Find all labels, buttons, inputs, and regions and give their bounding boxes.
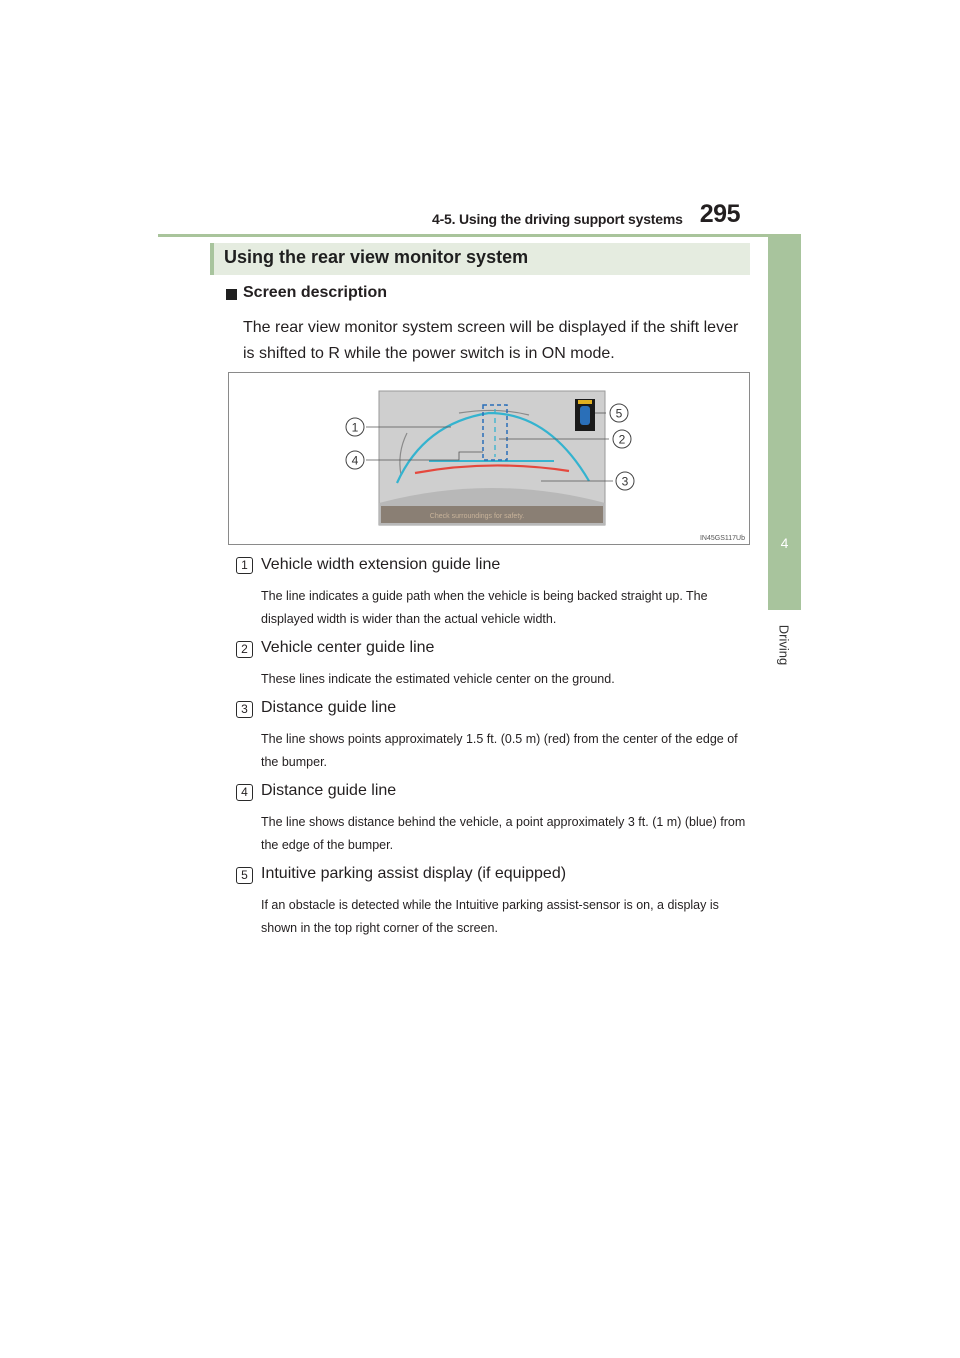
item-5-description: If an obstacle is detected while the Intuitive parking assist-sensor is on, a display is shown in the top right corner of the screen. bbox=[261, 898, 719, 935]
parking-assist-car-icon bbox=[580, 406, 590, 425]
item-1-number-badge: 1 bbox=[236, 557, 253, 574]
item-1-description: The line indicates a guide path when the vehicle is being backed straight up. The displayed width is wider than the actual vehicle width. bbox=[261, 589, 708, 626]
chapter-tab-number: 4 bbox=[780, 535, 789, 551]
callout-5 bbox=[610, 404, 628, 422]
subsection-title: Screen description bbox=[243, 284, 388, 301]
item-5-number-badge: 5 bbox=[236, 867, 253, 884]
item-3-number-badge: 3 bbox=[236, 701, 253, 718]
svg-text:1: 1 bbox=[351, 420, 359, 435]
chapter-tab bbox=[768, 237, 801, 610]
callout-3 bbox=[616, 472, 634, 490]
callout-2 bbox=[613, 430, 631, 448]
callout-1 bbox=[346, 418, 364, 436]
banner-text: Check surroundings for safety. bbox=[429, 513, 525, 520]
parking-assist-sensor-icon bbox=[578, 400, 592, 404]
running-header-section: 4-5. Using the driving support systems bbox=[432, 211, 683, 227]
item-1-title: Vehicle width extension guide line bbox=[261, 556, 501, 573]
item-2-description: These lines indicate the estimated vehicle center on the ground. bbox=[261, 672, 615, 686]
monitor-screen-illustration bbox=[229, 373, 751, 546]
rear-view-monitor-figure bbox=[228, 372, 750, 545]
intro-paragraph: The rear view monitor system screen will be displayed if the shift lever is shifted to R while the power switch is in ON mode. bbox=[243, 319, 739, 362]
item-4-number-badge: 4 bbox=[236, 784, 253, 801]
square-bullet-icon bbox=[226, 289, 237, 300]
page-number: 295 bbox=[699, 200, 740, 228]
svg-text:3: 3 bbox=[621, 474, 629, 489]
svg-text:4: 4 bbox=[351, 453, 359, 468]
item-3-description: The line shows points approximately 1.5 ft. (0.5 m) (red) from the center of the edge of the bumper. bbox=[261, 732, 738, 769]
callout-4 bbox=[346, 451, 364, 469]
section-title: Using the rear view monitor system bbox=[224, 247, 529, 267]
header-rule bbox=[158, 234, 801, 237]
item-2-title: Vehicle center guide line bbox=[261, 639, 435, 656]
item-4-description: The line shows distance behind the vehicle, a point approximately 3 ft. (1 m) (blue) from the edge of the bumper. bbox=[261, 815, 746, 852]
item-3-title: Distance guide line bbox=[261, 699, 397, 716]
item-5-title: Intuitive parking assist display (if equipped) bbox=[261, 865, 567, 882]
svg-text:2: 2 bbox=[618, 432, 626, 447]
figure-image-code: IN45GS117Ub bbox=[699, 535, 745, 542]
svg-text:5: 5 bbox=[615, 406, 623, 421]
item-2-number-badge: 2 bbox=[236, 641, 253, 658]
item-4-title: Distance guide line bbox=[261, 782, 397, 799]
